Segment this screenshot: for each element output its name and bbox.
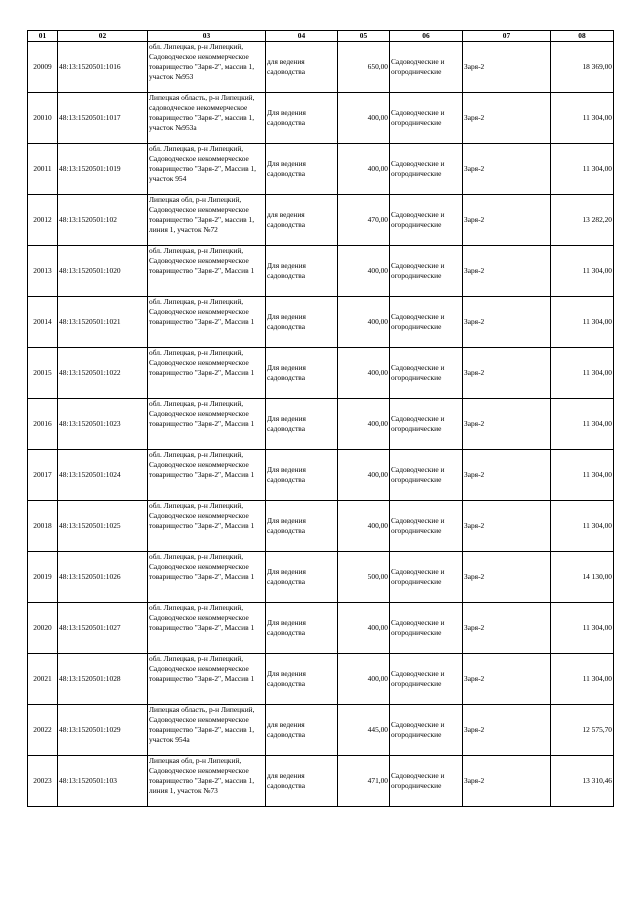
address: обл. Липецкая, р-н Липецкий, Садоводческое некоммерческое товарищество "Заря-2", Массив 1 — [149, 552, 255, 581]
location: Заря-2 — [464, 368, 485, 377]
area-value: 400,00 — [367, 317, 388, 326]
permitted-use-cell — [266, 654, 338, 705]
cadastral-value: 11 304,00 — [582, 470, 612, 479]
land-category-cell — [390, 348, 463, 399]
table-row — [28, 603, 614, 654]
land-category: Садоводческие и огороднические — [391, 261, 445, 280]
header-cell: 05 — [338, 31, 390, 42]
cadastral-value-cell — [551, 654, 614, 705]
area-value-cell — [338, 93, 390, 144]
table-row — [28, 654, 614, 705]
address: обл. Липецкая, р-н Липецкий, Садоводческое некоммерческое товарищество "Заря-2", Массив 1 — [149, 654, 255, 683]
cadastral-value: 11 304,00 — [582, 317, 612, 326]
location-cell — [463, 144, 551, 195]
land-category: Садоводческие и огороднические — [391, 669, 445, 688]
table-row — [28, 144, 614, 195]
location-cell — [463, 195, 551, 246]
record-id-cell — [28, 297, 58, 348]
table-row — [28, 705, 614, 756]
land-category-cell — [390, 552, 463, 603]
address: Липецкая обл, р-н Липецкий, Садоводческое некоммерческое товарищество "Заря-2", массив 1, линия 1, участок №73 — [149, 756, 255, 795]
land-category-cell — [390, 195, 463, 246]
cadastral-number-cell — [58, 42, 148, 93]
land-category-cell — [390, 603, 463, 654]
cadastral-number-cell — [58, 195, 148, 246]
address-cell — [148, 705, 266, 756]
location-cell — [463, 42, 551, 93]
permitted-use: Для ведения садоводства — [267, 618, 306, 637]
cadastral-number-cell — [58, 144, 148, 195]
area-value-cell — [338, 654, 390, 705]
location: Заря-2 — [464, 62, 485, 71]
table-row — [28, 348, 614, 399]
location-cell — [463, 348, 551, 399]
cadastral-number-cell — [58, 705, 148, 756]
permitted-use-cell — [266, 756, 338, 807]
table-row — [28, 552, 614, 603]
location: Заря-2 — [464, 215, 485, 224]
cadastral-number-cell — [58, 399, 148, 450]
address-cell — [148, 297, 266, 348]
address: обл. Липецкая, р-н Липецкий, Садоводческое некоммерческое товарищество "Заря-2", Массив 1 — [149, 297, 255, 326]
record-id: 20013 — [33, 266, 52, 275]
area-value-cell — [338, 42, 390, 93]
cadastral-value: 11 304,00 — [582, 674, 612, 683]
header-cell: 03 — [148, 31, 266, 42]
permitted-use-cell — [266, 246, 338, 297]
area-value: 400,00 — [367, 623, 388, 632]
permitted-use-cell — [266, 144, 338, 195]
cadastral-number-cell — [58, 501, 148, 552]
location: Заря-2 — [464, 470, 485, 479]
area-value: 650,00 — [367, 62, 388, 71]
area-value: 400,00 — [367, 674, 388, 683]
area-value: 471,00 — [367, 776, 388, 785]
cadastral-value: 11 304,00 — [582, 164, 612, 173]
permitted-use-cell — [266, 42, 338, 93]
record-id-cell — [28, 42, 58, 93]
record-id: 20014 — [33, 317, 52, 326]
header-cell: 02 — [58, 31, 148, 42]
land-category-cell — [390, 450, 463, 501]
record-id-cell — [28, 501, 58, 552]
record-id-cell — [28, 603, 58, 654]
cadastral-value-cell — [551, 246, 614, 297]
permitted-use-cell — [266, 195, 338, 246]
land-category: Садоводческие и огороднические — [391, 108, 445, 127]
location-cell — [463, 450, 551, 501]
table-row — [28, 297, 614, 348]
permitted-use-cell — [266, 348, 338, 399]
cadastral-value-cell — [551, 195, 614, 246]
permitted-use: Для ведения садоводства — [267, 465, 306, 484]
cadastral-number-cell — [58, 654, 148, 705]
address: обл. Липецкая, р-н Липецкий, Садоводческое некоммерческое товарищество "Заря-2", массив 1, участок №953 — [149, 42, 255, 81]
cadastral-value: 12 575,70 — [582, 725, 612, 734]
land-category: Садоводческие и огороднические — [391, 159, 445, 178]
cadastral-number: 48:13:1520501:1026 — [59, 572, 121, 581]
cadastral-number: 48:13:1520501:102 — [59, 215, 117, 224]
cadastral-value-cell — [551, 42, 614, 93]
record-id: 20009 — [33, 62, 52, 71]
permitted-use-cell — [266, 603, 338, 654]
area-value-cell — [338, 450, 390, 501]
table-row — [28, 195, 614, 246]
record-id: 20016 — [33, 419, 52, 428]
address: Липецкая обл, р-н Липецкий, Садоводческое некоммерческое товарищество "Заря-2", массив 1, линия 1, участок №72 — [149, 195, 255, 234]
area-value-cell — [338, 246, 390, 297]
area-value-cell — [338, 144, 390, 195]
cadastral-number-cell — [58, 450, 148, 501]
area-value-cell — [338, 756, 390, 807]
land-registry-table — [27, 30, 614, 807]
record-id-cell — [28, 144, 58, 195]
cadastral-value: 11 304,00 — [582, 368, 612, 377]
area-value: 500,00 — [367, 572, 388, 581]
cadastral-value-cell — [551, 93, 614, 144]
address-cell — [148, 552, 266, 603]
permitted-use: Для ведения садоводства — [267, 414, 306, 433]
location: Заря-2 — [464, 674, 485, 683]
cadastral-number: 48:13:1520501:103 — [59, 776, 117, 785]
record-id: 20018 — [33, 521, 52, 530]
cadastral-number: 48:13:1520501:1024 — [59, 470, 121, 479]
record-id: 20012 — [33, 215, 52, 224]
table-row — [28, 501, 614, 552]
permitted-use-cell — [266, 450, 338, 501]
record-id-cell — [28, 246, 58, 297]
location-cell — [463, 705, 551, 756]
header-cell: 01 — [28, 31, 58, 42]
header-cell: 06 — [390, 31, 463, 42]
cadastral-number: 48:13:1520501:1028 — [59, 674, 121, 683]
cadastral-number-cell — [58, 246, 148, 297]
record-id: 20022 — [33, 725, 52, 734]
location: Заря-2 — [464, 521, 485, 530]
land-category: Садоводческие и огороднические — [391, 771, 445, 790]
address-cell — [148, 246, 266, 297]
land-category: Садоводческие и огороднические — [391, 516, 445, 535]
land-category-cell — [390, 42, 463, 93]
land-category-cell — [390, 705, 463, 756]
address: обл. Липецкая, р-н Липецкий, Садоводческое некоммерческое товарищество "Заря-2", Массив 1 — [149, 399, 255, 428]
location: Заря-2 — [464, 164, 485, 173]
land-category-cell — [390, 93, 463, 144]
record-id: 20019 — [33, 572, 52, 581]
address: обл. Липецкая, р-н Липецкий, Садоводческое некоммерческое товарищество "Заря-2", Массив 1 — [149, 246, 255, 275]
record-id: 20011 — [33, 164, 52, 173]
table-row — [28, 450, 614, 501]
cadastral-number-cell — [58, 552, 148, 603]
cadastral-value-cell — [551, 501, 614, 552]
cadastral-value-cell — [551, 450, 614, 501]
record-id-cell — [28, 399, 58, 450]
table-row — [28, 246, 614, 297]
address: Липецкая область, р-н Липецкий, Садоводческое некоммерческое товарищество "Заря-2", массив 1, участок 954а — [149, 705, 255, 744]
land-category: Садоводческие и огороднические — [391, 57, 445, 76]
cadastral-value-cell — [551, 144, 614, 195]
permitted-use: Для ведения садоводства — [267, 108, 306, 127]
location-cell — [463, 552, 551, 603]
cadastral-number: 48:13:1520501:1023 — [59, 419, 121, 428]
location: Заря-2 — [464, 572, 485, 581]
permitted-use: для ведения садоводства — [267, 210, 305, 229]
cadastral-value: 13 310,46 — [582, 776, 612, 785]
table-row — [28, 42, 614, 93]
record-id-cell — [28, 552, 58, 603]
area-value: 400,00 — [367, 470, 388, 479]
location-cell — [463, 654, 551, 705]
cadastral-value-cell — [551, 297, 614, 348]
permitted-use-cell — [266, 501, 338, 552]
area-value: 400,00 — [367, 266, 388, 275]
location-cell — [463, 756, 551, 807]
cadastral-number: 48:13:1520501:1017 — [59, 113, 121, 122]
area-value-cell — [338, 195, 390, 246]
cadastral-number: 48:13:1520501:1022 — [59, 368, 121, 377]
land-category: Садоводческие и огороднические — [391, 567, 445, 586]
permitted-use: Для ведения садоводства — [267, 312, 306, 331]
address: обл. Липецкая, р-н Липецкий, Садоводческое некоммерческое товарищество "Заря-2", Массив 1, участок 954 — [149, 144, 257, 183]
header-cell: 08 — [551, 31, 614, 42]
record-id-cell — [28, 756, 58, 807]
record-id: 20020 — [33, 623, 52, 632]
cadastral-value-cell — [551, 552, 614, 603]
address-cell — [148, 756, 266, 807]
address-cell — [148, 93, 266, 144]
permitted-use: для ведения садоводства — [267, 771, 305, 790]
area-value-cell — [338, 501, 390, 552]
area-value-cell — [338, 399, 390, 450]
cadastral-value: 11 304,00 — [582, 623, 612, 632]
location-cell — [463, 603, 551, 654]
address: обл. Липецкая, р-н Липецкий, Садоводческое некоммерческое товарищество "Заря-2", Массив 1 — [149, 501, 255, 530]
header-cell: 04 — [266, 31, 338, 42]
cadastral-number-cell — [58, 297, 148, 348]
address-cell — [148, 399, 266, 450]
cadastral-value: 14 130,00 — [582, 572, 612, 581]
location: Заря-2 — [464, 623, 485, 632]
address-cell — [148, 603, 266, 654]
location: Заря-2 — [464, 266, 485, 275]
permitted-use: Для ведения садоводства — [267, 669, 306, 688]
cadastral-value: 11 304,00 — [582, 419, 612, 428]
area-value-cell — [338, 705, 390, 756]
land-category-cell — [390, 399, 463, 450]
location: Заря-2 — [464, 419, 485, 428]
permitted-use-cell — [266, 399, 338, 450]
cadastral-value-cell — [551, 348, 614, 399]
cadastral-value-cell — [551, 603, 614, 654]
permitted-use: Для ведения садоводства — [267, 363, 306, 382]
cadastral-number: 48:13:1520501:1025 — [59, 521, 121, 530]
area-value: 470,00 — [367, 215, 388, 224]
address-cell — [148, 195, 266, 246]
table-row — [28, 756, 614, 807]
header-row — [28, 31, 614, 42]
location-cell — [463, 246, 551, 297]
address: обл. Липецкая, р-н Липецкий, Садоводческое некоммерческое товарищество "Заря-2", Массив 1 — [149, 348, 255, 377]
table-row — [28, 93, 614, 144]
area-value: 400,00 — [367, 164, 388, 173]
cadastral-number-cell — [58, 93, 148, 144]
location-cell — [463, 399, 551, 450]
area-value-cell — [338, 552, 390, 603]
cadastral-value: 18 369,00 — [582, 62, 612, 71]
land-category: Садоводческие и огороднические — [391, 312, 445, 331]
record-id-cell — [28, 450, 58, 501]
record-id: 20017 — [33, 470, 52, 479]
cadastral-number-cell — [58, 756, 148, 807]
area-value: 400,00 — [367, 368, 388, 377]
permitted-use: Для ведения садоводства — [267, 159, 306, 178]
header-cell: 07 — [463, 31, 551, 42]
record-id-cell — [28, 195, 58, 246]
permitted-use-cell — [266, 93, 338, 144]
permitted-use-cell — [266, 705, 338, 756]
record-id-cell — [28, 654, 58, 705]
cadastral-number: 48:13:1520501:1016 — [59, 62, 121, 71]
table-row — [28, 399, 614, 450]
address-cell — [148, 348, 266, 399]
area-value-cell — [338, 603, 390, 654]
permitted-use-cell — [266, 552, 338, 603]
record-id: 20015 — [33, 368, 52, 377]
location-cell — [463, 93, 551, 144]
address: Липецкая область, р-н Липецкий, садоводческое некоммерческое товарищество "Заря-2", массив 1, участок №953а — [149, 93, 255, 132]
land-category-cell — [390, 144, 463, 195]
land-category: Садоводческие и огороднические — [391, 465, 445, 484]
address: обл. Липецкая, р-н Липецкий, Садоводческое некоммерческое товарищество "Заря-2", Массив 1 — [149, 450, 255, 479]
address-cell — [148, 450, 266, 501]
land-category-cell — [390, 501, 463, 552]
location: Заря-2 — [464, 776, 485, 785]
cadastral-value-cell — [551, 756, 614, 807]
cadastral-value: 13 282,20 — [582, 215, 612, 224]
area-value-cell — [338, 297, 390, 348]
permitted-use: для ведения садоводства — [267, 720, 305, 739]
location-cell — [463, 501, 551, 552]
cadastral-number: 48:13:1520501:1021 — [59, 317, 121, 326]
area-value-cell — [338, 348, 390, 399]
area-value: 400,00 — [367, 113, 388, 122]
land-category: Садоводческие и огороднические — [391, 720, 445, 739]
permitted-use-cell — [266, 297, 338, 348]
permitted-use: для ведения садоводства — [267, 57, 305, 76]
land-category-cell — [390, 654, 463, 705]
area-value: 400,00 — [367, 419, 388, 428]
cadastral-value-cell — [551, 705, 614, 756]
cadastral-number: 48:13:1520501:1019 — [59, 164, 121, 173]
cadastral-value: 11 304,00 — [582, 266, 612, 275]
land-category-cell — [390, 297, 463, 348]
location: Заря-2 — [464, 113, 485, 122]
address-cell — [148, 144, 266, 195]
location: Заря-2 — [464, 725, 485, 734]
area-value: 400,00 — [367, 521, 388, 530]
area-value: 445,00 — [367, 725, 388, 734]
land-category: Садоводческие и огороднические — [391, 618, 445, 637]
land-category-cell — [390, 246, 463, 297]
record-id: 20010 — [33, 113, 52, 122]
permitted-use: Для ведения садоводства — [267, 516, 306, 535]
location: Заря-2 — [464, 317, 485, 326]
cadastral-number-cell — [58, 348, 148, 399]
location-cell — [463, 297, 551, 348]
cadastral-number: 48:13:1520501:1020 — [59, 266, 121, 275]
land-category-cell — [390, 756, 463, 807]
land-category: Садоводческие и огороднические — [391, 210, 445, 229]
cadastral-value-cell — [551, 399, 614, 450]
record-id-cell — [28, 705, 58, 756]
address-cell — [148, 501, 266, 552]
address-cell — [148, 654, 266, 705]
address-cell — [148, 42, 266, 93]
cadastral-value: 11 304,00 — [582, 113, 612, 122]
cadastral-number: 48:13:1520501:1027 — [59, 623, 121, 632]
record-id: 20023 — [33, 776, 52, 785]
cadastral-number: 48:13:1520501:1029 — [59, 725, 121, 734]
record-id-cell — [28, 348, 58, 399]
record-id-cell — [28, 93, 58, 144]
cadastral-value: 11 304,00 — [582, 521, 612, 530]
address: обл. Липецкая, р-н Липецкий, Садоводческое некоммерческое товарищество "Заря-2", Массив 1 — [149, 603, 255, 632]
land-category: Садоводческие и огороднические — [391, 363, 445, 382]
permitted-use: Для ведения садоводства — [267, 567, 306, 586]
land-category: Садоводческие и огороднические — [391, 414, 445, 433]
permitted-use: Для ведения садоводства — [267, 261, 306, 280]
cadastral-number-cell — [58, 603, 148, 654]
record-id: 20021 — [33, 674, 52, 683]
